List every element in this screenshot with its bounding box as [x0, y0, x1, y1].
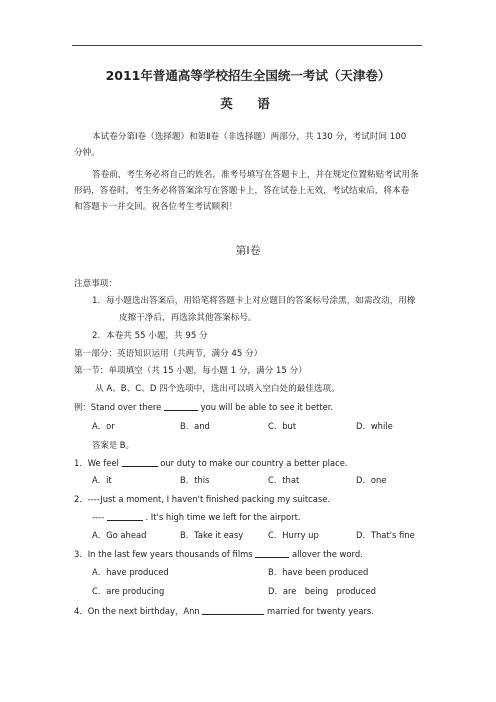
question-text-post: married for twenty years. — [267, 606, 374, 616]
subject-title: 英 语 — [220, 96, 276, 111]
notes-heading: 注意事项： — [74, 279, 117, 289]
question-2-line-2 — [92, 510, 301, 524]
question-2-line-1: 2．----Just a moment, I haven't finished packing my suitcase. — [74, 494, 331, 504]
q2-option-d: D．That's fine — [356, 530, 415, 540]
part1-instruction: 从 A、B、C、D 四个选项中，选出可以填入空白处的最佳选项。 — [95, 384, 340, 394]
example-text-post: you will be able to see it better. — [200, 402, 334, 412]
q2-option-a: A．Go ahead — [92, 530, 147, 540]
q2-option-b: B．Take it easy — [180, 530, 244, 540]
question-text-post: our duty to make our country a better place. — [160, 458, 348, 468]
exam-title: 2011年普通高等学校招生全国统一考试（天津卷） — [105, 68, 391, 83]
question-4 — [74, 604, 374, 618]
example-option-d: D．while — [356, 421, 393, 431]
question-text-post: . It's high time we left for the airport. — [145, 512, 301, 522]
example-option-a: A．or — [92, 421, 115, 431]
intro-line-2: 分钟。 — [74, 148, 100, 158]
q1-option-a: A．it — [92, 475, 112, 485]
example-question — [74, 400, 333, 414]
q3-option-c: C．are producing — [92, 586, 165, 596]
q2-option-c: C．Hurry up — [268, 530, 319, 540]
question-text-pre: 3．In the last few years thousands of films — [74, 549, 253, 559]
intro-line-4: 形码，答卷时，考生务必将答案涂写在答题卡上，答在试卷上无效，考试结束后，将本卷 — [74, 186, 410, 196]
intro-line-5: 和答题卡一并交回。祝各位考生考试顺利！ — [74, 202, 238, 212]
q3-option-b: B．have been produced — [268, 567, 369, 577]
question-text-pre: 4．On the next birthday，Ann — [74, 606, 200, 616]
example-option-c: C．but — [268, 421, 297, 431]
q1-option-d: D．one — [356, 475, 387, 485]
example-text-pre: 例：Stand over there — [74, 402, 162, 412]
header-rule — [72, 45, 422, 46]
answer-blank — [255, 548, 289, 558]
part1-heading: 第一部分：英语知识运用（共两节，满分 45 分） — [74, 349, 263, 359]
question-text-post: allover the word. — [292, 549, 363, 559]
question-text-pre: ---- — [92, 512, 105, 522]
notes-item-1b: 皮擦干净后，再选涂其他答案标号。 — [119, 313, 257, 323]
example-option-b: B．and — [180, 421, 210, 431]
answer-blank — [122, 457, 158, 467]
q1-option-c: C．that — [268, 475, 300, 485]
q1-option-b: B．this — [180, 475, 210, 485]
q3-option-d: D．are being produced — [268, 586, 376, 596]
answer-blank — [107, 511, 143, 521]
question-text-pre: 1．We feel — [74, 458, 119, 468]
section-title: 第Ⅰ卷 — [235, 244, 261, 257]
question-3 — [74, 547, 363, 561]
intro-line-1: 本试卷分第Ⅰ卷（选择题）和第Ⅱ卷（非选择题）两部分，共 130 分，考试时间 100 — [92, 132, 407, 142]
answer-blank — [164, 401, 198, 411]
example-answer: 答案是 B。 — [92, 440, 134, 450]
notes-item-1a: 1．每小题选出答案后，用铅笔将答题卡上对应题目的答案标号涂黑，如需改动，用橡 — [92, 296, 416, 306]
part1-subheading: 第一节：单项填空（共 15 小题，每小题 1 分，满分 15 分） — [74, 366, 307, 376]
q3-option-a: A．have produced — [92, 567, 169, 577]
question-1 — [74, 456, 348, 470]
intro-line-3: 答卷前，考生务必将自己的姓名，准考号填写在答题卡上，并在规定位置粘贴考试用条 — [92, 170, 419, 180]
notes-item-2: 2．本卷共 55 小题，共 95 分 — [92, 331, 208, 341]
answer-blank — [202, 605, 264, 615]
